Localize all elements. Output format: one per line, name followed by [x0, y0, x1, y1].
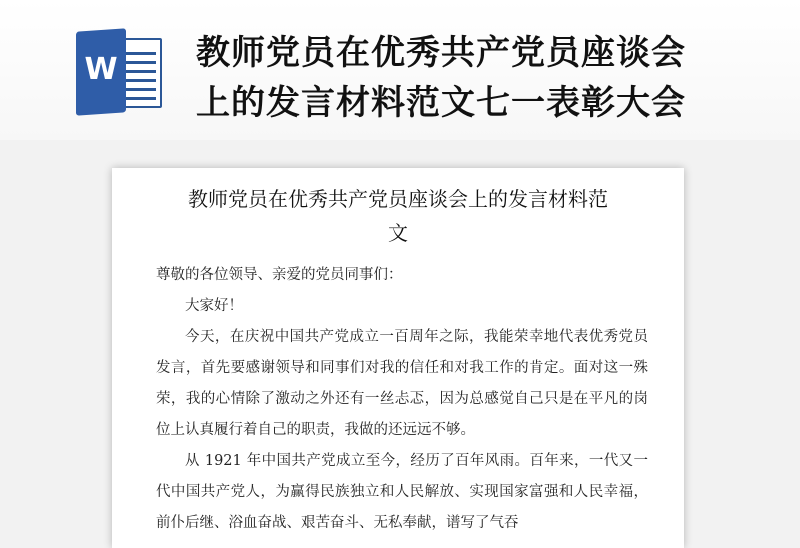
banner-title-line1: 教师党员在优秀共产党员座谈会 [196, 33, 686, 73]
document-title-line2: 文 [388, 221, 408, 245]
document-page [112, 168, 684, 548]
document-title [152, 182, 644, 250]
banner-title-line2: 上的发言材料范文七一表彰大会 [196, 83, 686, 123]
greeting: 大家好！ [185, 298, 243, 314]
document-title-line1: 教师党员在优秀共产党员座谈会上的发言材料范 [188, 187, 608, 211]
salutation: 尊敬的各位领导、亲爱的党员同事们： [156, 267, 403, 283]
banner-title [196, 28, 776, 128]
word-letter: W [84, 52, 118, 87]
paragraph-1: 今天，在庆祝中国共产党成立一百周年之际，我能荣幸地代表优秀党员发言，首先要感谢领导和同事们对我的信任和对我工作的肯定。面对这一殊荣，我的心情除了激动之外还有一丝忐忑，因为总感觉自己只是在平凡的岗位上认真履行着自己的职责，我做的还远远不够。 [156, 329, 648, 438]
word-doc-icon [76, 30, 162, 114]
header-banner [0, 0, 800, 140]
paragraph-2: 从 1921 年中国共产党成立至今，经历了百年风雨。百年来，一代又一代中国共产党人，为赢得民族独立和人民解放、实现国家富强和人民幸福，前仆后继、浴血奋战、艰苦奋斗、无私奉献，谱写了气吞 [156, 453, 648, 531]
document-body [156, 260, 648, 539]
